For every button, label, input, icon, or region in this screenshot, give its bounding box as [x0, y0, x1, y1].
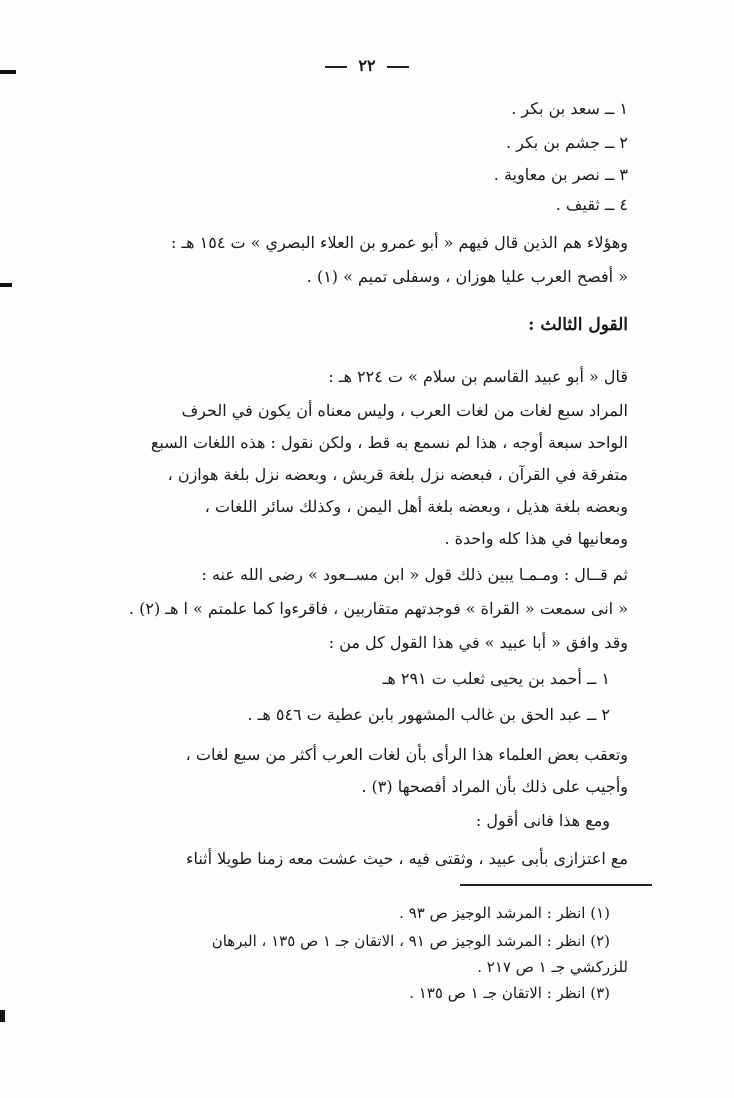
- footnote: (٢) انظر : المرشد الوجيز ص ٩١ ، الاتقان جـ ١ ص ١٣٥ ، البرهان: [211, 932, 610, 950]
- header-dash: [387, 66, 409, 68]
- paragraph-line: متفرقة في القرآن ، فبعضه نزل بلغة قريش ، وبعضه نزل بلغة هوازن ،: [167, 465, 628, 484]
- list-item: ٣ ــ نصر بن معاوية .: [493, 165, 628, 184]
- list-item: ٢ ــ جشم بن بكر .: [505, 133, 628, 152]
- list-item: ١ ــ سعد بن بكر .: [511, 99, 628, 118]
- page-number: ٢٢: [358, 56, 376, 75]
- footnote-separator: [460, 884, 652, 886]
- paragraph-line: الواحد سبعة أوجه ، هذا لم نسمع به قط ، ولكن نقول : هذه اللغات السبع: [150, 433, 628, 452]
- header-dash: [325, 66, 347, 68]
- scan-edge-mark: [0, 1010, 5, 1022]
- paragraph-line: وبعضه بلغة هذيل ، وبعضه بلغة أهل اليمن ، وكذلك سائر اللغات ،: [204, 497, 628, 516]
- section-heading: القول الثالث :: [528, 315, 628, 335]
- paragraph-line: ومعانيها في هذا كله واحدة .: [444, 529, 628, 548]
- quote-intro: قال « أبو عبيد القاسم بن سلام » ت ٢٢٤ هـ :: [328, 367, 628, 386]
- scan-edge-mark: [0, 283, 12, 287]
- paragraph-line: مع اعتزازى بأبى عبيد ، وثقتى فيه ، حيث عشت معه زمنا طويلا أثناء: [185, 849, 628, 868]
- paragraph-line: « انى سمعت « القراة » فوجدتهم متقاربين ، فاقرءوا كما علمتم » ا هـ (٢) .: [128, 599, 628, 618]
- footnote: (٣) انظر : الاتقان جـ ١ ص ١٣٥ .: [409, 984, 610, 1002]
- paragraph-line: وقد وافق « أبا عبيد » في هذا القول كل من :: [328, 633, 628, 652]
- paragraph-line: « أفصح العرب عليا هوزان ، وسفلى تميم » (١) .: [306, 267, 628, 286]
- footnote: للزركشي جـ ١ ص ٢١٧ .: [477, 958, 628, 976]
- page-header: [0, 56, 734, 75]
- list-item: ٢ ــ عبد الحق بن غالب المشهور بابن عطية ت ٥٤٦ هـ .: [247, 705, 610, 724]
- list-item: ٤ ــ ثقيف .: [555, 195, 628, 214]
- paragraph-line: وهؤلاء هم الذين قال فيهم « أبو عمرو بن العلاء البصري » ت ١٥٤ هـ :: [170, 233, 628, 252]
- footnote: (١) انظر : المرشد الوجيز ص ٩٣ .: [399, 904, 610, 922]
- list-item: ١ ــ أحمد بن يحيى ثعلب ت ٢٩١ هـ: [382, 669, 610, 688]
- paragraph-line: وأجيب على ذلك بأن المراد أفصحها (٣) .: [361, 777, 628, 796]
- paragraph-line: ومع هذا فانى أقول :: [475, 811, 610, 830]
- paragraph-line: ثم قــال : ومـمـا يبين ذلك قول « ابن مســعود » رضى الله عنه :: [201, 565, 628, 584]
- paragraph-line: وتعقب بعض العلماء هذا الرأى بأن لغات العرب أكثر من سبع لغات ،: [185, 745, 628, 764]
- paragraph-line: المراد سبع لغات من لغات العرب ، وليس معناه أن يكون في الحرف: [181, 401, 628, 420]
